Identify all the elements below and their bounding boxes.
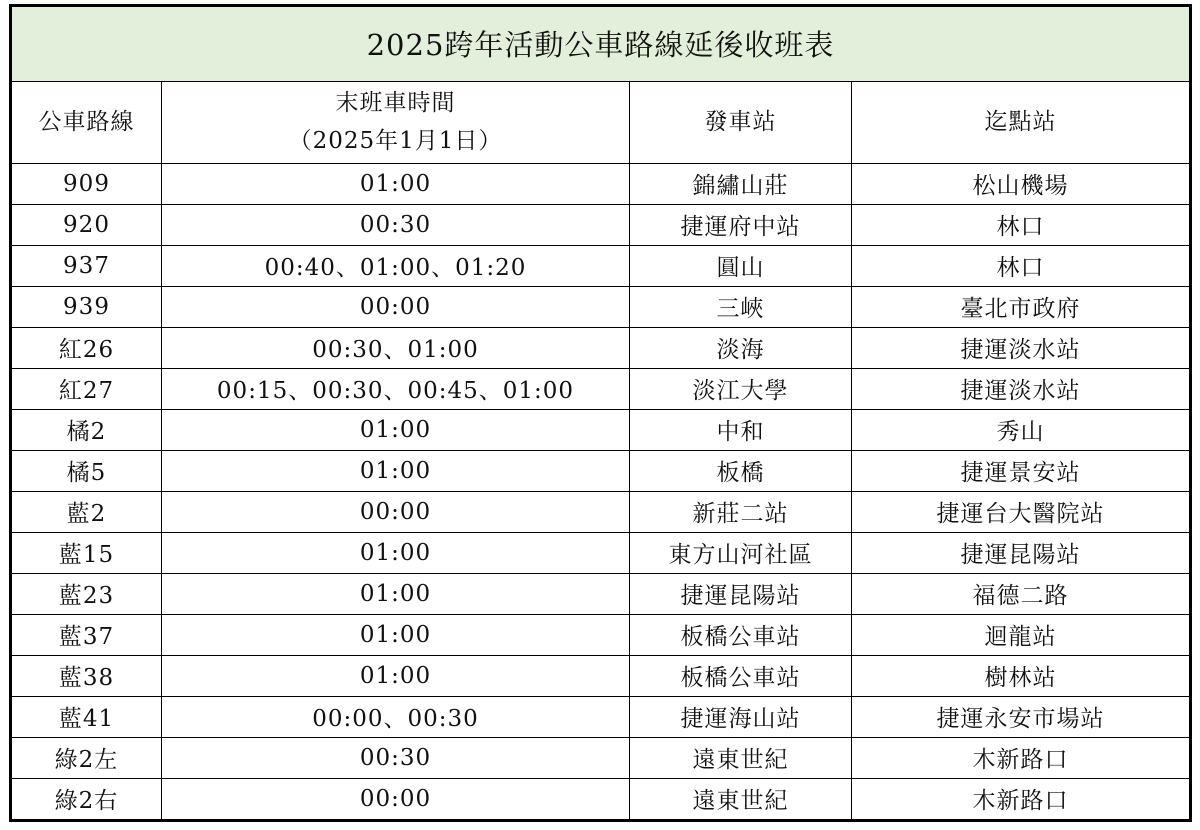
departure-station-cell: 新莊二站	[630, 491, 852, 532]
terminal-station-cell: 林口	[852, 204, 1190, 245]
last-bus-time-cell: 00:30	[162, 737, 630, 778]
last-bus-time-cell: 01:00	[162, 163, 630, 204]
terminal-station-cell: 迴龍站	[852, 614, 1190, 655]
last-bus-time-cell: 01:00	[162, 409, 630, 450]
title-row	[12, 7, 1190, 82]
table-row	[12, 286, 1190, 327]
last-bus-time-cell: 00:00	[162, 778, 630, 819]
table-row	[12, 778, 1190, 819]
route-cell: 藍15	[12, 532, 162, 573]
route-cell: 藍23	[12, 573, 162, 614]
terminal-station-cell: 捷運淡水站	[852, 368, 1190, 409]
last-bus-time-cell: 00:00	[162, 491, 630, 532]
departure-station-cell: 圓山	[630, 245, 852, 286]
table-row	[12, 614, 1190, 655]
departure-station-cell: 錦繡山莊	[630, 163, 852, 204]
departure-station-cell: 東方山河社區	[630, 532, 852, 573]
table-row	[12, 737, 1190, 778]
header-last-bus-time	[162, 81, 630, 163]
route-cell: 藍38	[12, 655, 162, 696]
terminal-station-cell: 福德二路	[852, 573, 1190, 614]
terminal-station-cell: 林口	[852, 245, 1190, 286]
departure-station-cell: 淡海	[630, 327, 852, 368]
terminal-station-cell: 捷運永安市場站	[852, 696, 1190, 737]
departure-station-cell: 板橋公車站	[630, 655, 852, 696]
header-row	[12, 81, 1190, 163]
departure-station-cell: 板橋公車站	[630, 614, 852, 655]
terminal-station-cell: 捷運台大醫院站	[852, 491, 1190, 532]
route-cell: 937	[12, 245, 162, 286]
table-row	[12, 696, 1190, 737]
table-row	[12, 245, 1190, 286]
terminal-station-cell: 捷運昆陽站	[852, 532, 1190, 573]
schedule-sheet	[9, 4, 1192, 822]
terminal-station-cell: 木新路口	[852, 737, 1190, 778]
table-title: 2025跨年活動公車路線延後收班表	[12, 7, 1190, 82]
table-row	[12, 327, 1190, 368]
route-cell: 939	[12, 286, 162, 327]
departure-station-cell: 捷運昆陽站	[630, 573, 852, 614]
table-row	[12, 655, 1190, 696]
terminal-station-cell: 木新路口	[852, 778, 1190, 819]
last-bus-time-cell: 00:15、00:30、00:45、01:00	[162, 368, 630, 409]
route-cell: 紅26	[12, 327, 162, 368]
route-cell: 綠2右	[12, 778, 162, 819]
terminal-station-cell: 樹林站	[852, 655, 1190, 696]
table-row	[12, 409, 1190, 450]
departure-station-cell: 遠東世紀	[630, 778, 852, 819]
last-bus-time-cell: 01:00	[162, 532, 630, 573]
departure-station-cell: 淡江大學	[630, 368, 852, 409]
last-bus-time-cell: 01:00	[162, 573, 630, 614]
table-row	[12, 573, 1190, 614]
route-cell: 藍37	[12, 614, 162, 655]
header-last-bus-line1: 末班車時間	[335, 90, 456, 117]
header-terminal: 迄點站	[852, 81, 1190, 163]
last-bus-time-cell: 00:00、00:30	[162, 696, 630, 737]
route-cell: 藍2	[12, 491, 162, 532]
route-cell: 橘2	[12, 409, 162, 450]
route-cell: 橘5	[12, 450, 162, 491]
departure-station-cell: 捷運海山站	[630, 696, 852, 737]
table-row	[12, 532, 1190, 573]
departure-station-cell: 中和	[630, 409, 852, 450]
last-bus-time-cell: 00:40、01:00、01:20	[162, 245, 630, 286]
terminal-station-cell: 秀山	[852, 409, 1190, 450]
last-bus-time-cell: 01:00	[162, 655, 630, 696]
last-bus-time-cell: 01:00	[162, 450, 630, 491]
table-row	[12, 204, 1190, 245]
terminal-station-cell: 松山機場	[852, 163, 1190, 204]
terminal-station-cell: 捷運景安站	[852, 450, 1190, 491]
departure-station-cell: 遠東世紀	[630, 737, 852, 778]
route-cell: 紅27	[12, 368, 162, 409]
route-cell: 920	[12, 204, 162, 245]
table-row	[12, 450, 1190, 491]
last-bus-time-cell: 00:00	[162, 286, 630, 327]
departure-station-cell: 捷運府中站	[630, 204, 852, 245]
departure-station-cell: 三峽	[630, 286, 852, 327]
departure-station-cell: 板橋	[630, 450, 852, 491]
route-cell: 909	[12, 163, 162, 204]
header-route: 公車路線	[12, 81, 162, 163]
route-cell: 藍41	[12, 696, 162, 737]
terminal-station-cell: 捷運淡水站	[852, 327, 1190, 368]
route-cell: 綠2左	[12, 737, 162, 778]
schedule-table	[11, 6, 1190, 820]
header-departure: 發車站	[630, 81, 852, 163]
last-bus-time-cell: 01:00	[162, 614, 630, 655]
last-bus-time-cell: 00:30	[162, 204, 630, 245]
header-last-bus-line2: （2025年1月1日）	[288, 128, 503, 155]
terminal-station-cell: 臺北市政府	[852, 286, 1190, 327]
table-row	[12, 491, 1190, 532]
table-row	[12, 368, 1190, 409]
table-row	[12, 163, 1190, 204]
last-bus-time-cell: 00:30、01:00	[162, 327, 630, 368]
